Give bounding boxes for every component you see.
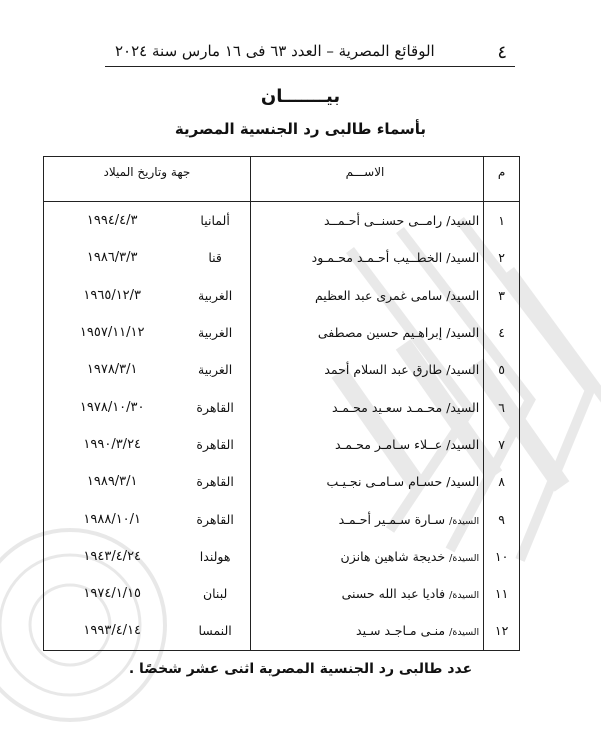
row-number: ٤ xyxy=(484,314,520,351)
birth-place: قنا xyxy=(208,250,222,266)
table-row xyxy=(44,538,520,575)
name-prefix: السيد/ xyxy=(446,325,480,341)
row-number: ٥ xyxy=(484,351,520,388)
birth-date: ١٩٧٨/٣/١ xyxy=(44,351,181,388)
birth-place: القاهرة xyxy=(196,436,234,452)
document-title: بيـــــــان xyxy=(260,86,341,107)
birth-date: ١٩٤٣/٤/٢٤ xyxy=(44,538,181,575)
person-name-cell xyxy=(250,612,483,650)
row-number: ١٠ xyxy=(484,538,520,575)
birth-place: القاهرة xyxy=(196,399,234,415)
birth-date: ١٩٨٦/٣/٣ xyxy=(44,239,181,276)
person-name: خديجة شاهين هانزن xyxy=(340,548,446,564)
table-row xyxy=(44,463,520,500)
row-number: ٩ xyxy=(484,500,520,537)
person-name: إبراهـيم حسين مصطفى xyxy=(317,325,443,341)
person-name-cell xyxy=(250,314,483,351)
birth-place: الغربية xyxy=(198,362,233,378)
table-row xyxy=(44,202,520,240)
birth-date: ١٩٥٧/١١/١٢ xyxy=(44,314,181,351)
table-row xyxy=(44,500,520,537)
row-number: ١١ xyxy=(484,575,520,612)
row-number: ٦ xyxy=(484,388,520,425)
birth-date: ١٩٧٤/١/١٥ xyxy=(44,575,181,612)
person-name-cell xyxy=(250,463,483,500)
table-row xyxy=(44,575,520,612)
table-row xyxy=(44,426,520,463)
person-name: حسـام سـامـى نجـيـب xyxy=(326,474,443,490)
table-row xyxy=(44,314,520,351)
table-row xyxy=(44,612,520,650)
table-row xyxy=(44,277,520,314)
birth-place: الغربية xyxy=(198,325,233,341)
birth-date: ١٩٦٥/١٢/٣ xyxy=(44,277,181,314)
table-row xyxy=(44,239,520,276)
name-prefix: السيد/ xyxy=(446,362,480,378)
birth-place: الغربية xyxy=(198,287,233,303)
person-name: فاديا عبد الله حسنى xyxy=(341,586,446,602)
birth-date: ١٩٨٨/١٠/١ xyxy=(44,500,181,537)
person-name-cell xyxy=(250,388,483,425)
name-prefix: السيد/ xyxy=(446,213,480,229)
row-number: ٨ xyxy=(484,463,520,500)
birth-place: هولندا xyxy=(199,548,231,564)
person-name: سـارة سـمـير أحـمـد xyxy=(338,511,446,527)
person-name: الخطــيب أحـمـد محـمـود xyxy=(311,250,443,266)
name-prefix: السيد/ xyxy=(446,250,480,266)
row-number: ١ xyxy=(484,202,520,240)
page-number: ٤ xyxy=(497,42,507,63)
name-prefix: السيد/ xyxy=(446,474,480,490)
name-prefix: السيد/ xyxy=(446,399,480,415)
person-name: طارق عبد السلام أحمد xyxy=(324,362,443,378)
person-name: عــلاء سـامـر محـمـد xyxy=(335,436,443,452)
birth-date: ١٩٨٩/٣/١ xyxy=(44,463,181,500)
birth-place: لبنان xyxy=(202,586,228,602)
row-number: ٧ xyxy=(484,426,520,463)
person-name: محـمـد سعـيد محـمـد xyxy=(332,399,443,415)
column-header-name: الاســـم xyxy=(250,157,483,202)
name-prefix: السيدة/ xyxy=(449,627,480,639)
row-number: ٢ xyxy=(484,239,520,276)
person-name-cell xyxy=(250,538,483,575)
birth-date: ١٩٩٤/٤/٣ xyxy=(44,202,181,240)
birth-place: النمسا xyxy=(180,612,250,650)
row-number: ١٢ xyxy=(484,612,520,650)
name-prefix: السيد/ xyxy=(446,287,480,303)
birth-place: ألمانيا xyxy=(200,213,230,229)
column-header-place-date: جهة وتاريخ الميلاد xyxy=(44,157,251,202)
birth-date: ١٩٩٠/٣/٢٤ xyxy=(44,426,181,463)
person-name-cell xyxy=(250,575,483,612)
birth-place: القاهرة xyxy=(196,511,234,527)
person-name: سامى غمرى عبد العظيم xyxy=(314,287,443,303)
row-number: ٣ xyxy=(484,277,520,314)
birth-place: القاهرة xyxy=(196,474,234,490)
birth-date: ١٩٧٨/١٠/٣٠ xyxy=(44,388,181,425)
page-header xyxy=(105,40,515,67)
table-row xyxy=(44,351,520,388)
table-header-row xyxy=(44,157,520,202)
person-name-cell xyxy=(250,351,483,388)
birth-date: ١٩٩٣/٤/١٤ xyxy=(44,612,181,650)
person-name-cell xyxy=(250,277,483,314)
table-row xyxy=(44,388,520,425)
person-name: رامــى حسنــى أحـمــد xyxy=(323,213,443,229)
name-prefix: السيدة/ xyxy=(449,590,480,602)
header-title: الوقائع المصرية – العدد ٦٣ فى ١٦ مارس سنة ٢٠٢٤ xyxy=(115,42,435,60)
names-table xyxy=(43,156,520,651)
person-name-cell xyxy=(250,239,483,276)
column-header-number: م xyxy=(484,157,520,202)
person-name: منـى مـاجـد سـيد xyxy=(356,623,446,639)
name-prefix: السيدة/ xyxy=(449,552,480,564)
name-prefix: السيدة/ xyxy=(449,515,480,527)
footer-total: عدد طالبى رد الجنسية المصرية اثنى عشر شخصًا . xyxy=(128,661,473,677)
person-name-cell xyxy=(250,500,483,537)
name-prefix: السيد/ xyxy=(446,436,480,452)
document-subtitle: بأسماء طالبى رد الجنسية المصرية xyxy=(174,120,427,138)
person-name-cell xyxy=(250,202,483,240)
person-name-cell xyxy=(250,426,483,463)
